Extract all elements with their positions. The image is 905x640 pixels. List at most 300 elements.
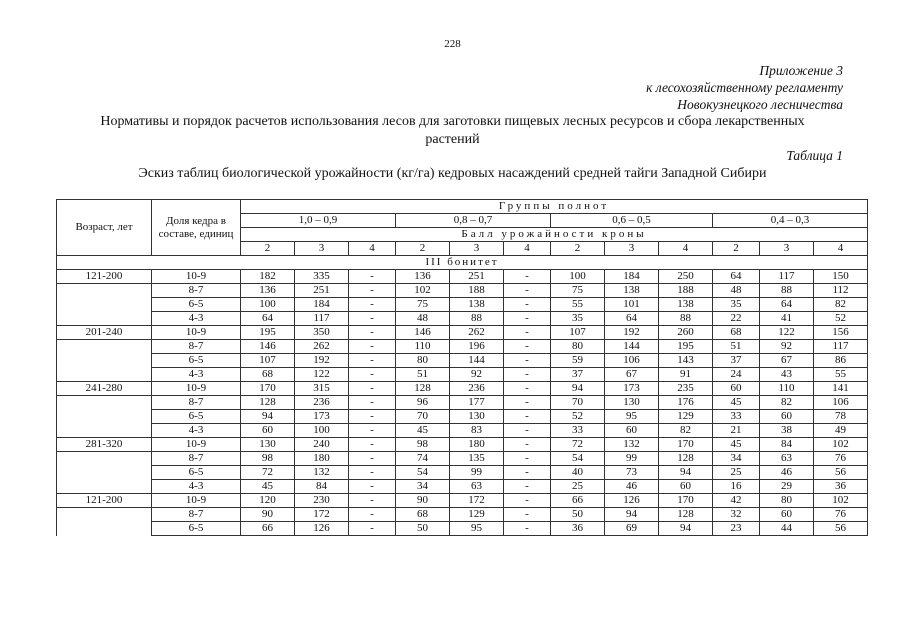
yield-cell: - xyxy=(349,354,396,368)
yield-cell: 102 xyxy=(396,284,450,298)
yield-cell: - xyxy=(349,438,396,452)
yield-cell: 74 xyxy=(396,452,450,466)
yield-cell: 75 xyxy=(551,284,605,298)
table-number: Таблица 1 xyxy=(786,148,843,163)
table-row xyxy=(57,410,868,424)
yield-cell: - xyxy=(504,312,551,326)
yield-cell: 196 xyxy=(450,340,504,354)
yield-cell: - xyxy=(349,522,396,536)
yield-cell: 32 xyxy=(713,508,760,522)
yield-cell: 117 xyxy=(295,312,349,326)
header-group-3: 0,6 – 0,5 xyxy=(551,214,713,228)
header-density-groups: Группы полнот xyxy=(241,200,868,214)
yield-cell: 335 xyxy=(295,270,349,284)
yield-cell: 41 xyxy=(760,312,814,326)
yield-cell: 80 xyxy=(551,340,605,354)
yield-cell: 176 xyxy=(659,396,713,410)
yield-cell: 56 xyxy=(814,522,868,536)
yield-cell: 76 xyxy=(814,452,868,466)
yield-cell: 132 xyxy=(605,438,659,452)
yield-cell: 143 xyxy=(659,354,713,368)
yield-cell: 80 xyxy=(396,354,450,368)
yield-cell: 110 xyxy=(396,340,450,354)
yield-cell: 129 xyxy=(450,508,504,522)
yield-cell: 35 xyxy=(713,298,760,312)
yield-cell: 260 xyxy=(659,326,713,340)
yield-cell: 84 xyxy=(295,480,349,494)
yield-cell: 172 xyxy=(295,508,349,522)
yield-cell: 95 xyxy=(450,522,504,536)
yield-cell: 150 xyxy=(814,270,868,284)
table-row xyxy=(57,270,868,284)
share-cell: 6-5 xyxy=(152,410,241,424)
yield-cell: 236 xyxy=(450,382,504,396)
share-cell: 10-9 xyxy=(152,270,241,284)
share-cell: 8-7 xyxy=(152,396,241,410)
score-cell: 2 xyxy=(396,242,450,256)
yield-cell: - xyxy=(504,396,551,410)
yield-cell: 82 xyxy=(814,298,868,312)
yield-cell: 69 xyxy=(605,522,659,536)
header-group-2: 0,8 – 0,7 xyxy=(396,214,551,228)
yield-cell: 106 xyxy=(814,396,868,410)
age-cell xyxy=(57,508,152,522)
yield-cell: - xyxy=(349,326,396,340)
yield-cell: 45 xyxy=(713,438,760,452)
yield-cell: 91 xyxy=(659,368,713,382)
share-cell: 10-9 xyxy=(152,326,241,340)
yield-cell: 36 xyxy=(814,480,868,494)
yield-cell: 46 xyxy=(760,466,814,480)
yield-cell: 59 xyxy=(551,354,605,368)
age-cell: 121-200 xyxy=(57,270,152,284)
yield-cell: 66 xyxy=(241,522,295,536)
table-row xyxy=(57,480,868,494)
yield-cell: 80 xyxy=(760,494,814,508)
yield-cell: - xyxy=(349,466,396,480)
yield-cell: 64 xyxy=(760,298,814,312)
bonitet-label: III бонитет xyxy=(57,256,868,270)
yield-cell: 177 xyxy=(450,396,504,410)
table-row xyxy=(57,382,868,396)
yield-cell: 50 xyxy=(551,508,605,522)
yield-cell: 50 xyxy=(396,522,450,536)
age-cell xyxy=(57,368,152,382)
yield-cell: 82 xyxy=(659,424,713,438)
yield-cell: 136 xyxy=(241,284,295,298)
yield-cell: 141 xyxy=(814,382,868,396)
yield-cell: 146 xyxy=(396,326,450,340)
yield-cell: 184 xyxy=(295,298,349,312)
age-cell xyxy=(57,354,152,368)
yield-cell: - xyxy=(504,368,551,382)
yield-cell: 235 xyxy=(659,382,713,396)
yield-cell: 173 xyxy=(295,410,349,424)
yield-cell: 236 xyxy=(295,396,349,410)
yield-cell: 60 xyxy=(241,424,295,438)
yield-cell: 180 xyxy=(295,452,349,466)
share-cell: 4-3 xyxy=(152,312,241,326)
yield-cell: 34 xyxy=(396,480,450,494)
share-cell: 8-7 xyxy=(152,284,241,298)
score-cell: 2 xyxy=(551,242,605,256)
yield-cell: 52 xyxy=(814,312,868,326)
document-title-line-1: Нормативы и порядок расчетов использования лесов для заготовки пищевых лесных ресурсов и сбора лекарственных xyxy=(100,114,805,129)
yield-cell: - xyxy=(504,410,551,424)
yield-cell: 92 xyxy=(760,340,814,354)
yield-cell: 54 xyxy=(551,452,605,466)
yield-cell: 60 xyxy=(713,382,760,396)
yield-cell: 66 xyxy=(551,494,605,508)
share-cell: 10-9 xyxy=(152,382,241,396)
yield-cell: 262 xyxy=(450,326,504,340)
yield-cell: 25 xyxy=(551,480,605,494)
share-cell: 8-7 xyxy=(152,452,241,466)
yield-cell: 128 xyxy=(241,396,295,410)
yield-cell: 106 xyxy=(605,354,659,368)
yield-cell: 100 xyxy=(551,270,605,284)
yield-cell: - xyxy=(349,382,396,396)
yield-cell: 33 xyxy=(551,424,605,438)
score-cell: 2 xyxy=(713,242,760,256)
yield-cell: 128 xyxy=(659,508,713,522)
yield-cell: - xyxy=(349,340,396,354)
table-caption: Эскиз таблиц биологической урожайности (кг/га) кедровых насаждений средней тайги Западной Сибири xyxy=(138,166,767,181)
yield-cell: 122 xyxy=(760,326,814,340)
yield-cell: 138 xyxy=(659,298,713,312)
yield-cell: 55 xyxy=(814,368,868,382)
yield-cell: 22 xyxy=(713,312,760,326)
yield-cell: 51 xyxy=(713,340,760,354)
table-row xyxy=(57,298,868,312)
yield-cell: 120 xyxy=(241,494,295,508)
yield-cell: 86 xyxy=(814,354,868,368)
table-row xyxy=(57,326,868,340)
yield-cell: 144 xyxy=(450,354,504,368)
yield-cell: - xyxy=(349,424,396,438)
yield-cell: 76 xyxy=(814,508,868,522)
yield-cell: - xyxy=(504,340,551,354)
yield-cell: 195 xyxy=(241,326,295,340)
age-cell: 241-280 xyxy=(57,382,152,396)
table-row xyxy=(57,508,868,522)
age-cell xyxy=(57,480,152,494)
yield-cell: 94 xyxy=(605,508,659,522)
yield-cell: 84 xyxy=(760,438,814,452)
yield-cell: 24 xyxy=(713,368,760,382)
yield-cell: 34 xyxy=(713,452,760,466)
table-row xyxy=(57,312,868,326)
yield-cell: 44 xyxy=(760,522,814,536)
yield-cell: 45 xyxy=(396,424,450,438)
yield-cell: 67 xyxy=(605,368,659,382)
yield-table xyxy=(56,199,868,536)
yield-cell: 23 xyxy=(713,522,760,536)
share-cell: 10-9 xyxy=(152,438,241,452)
age-cell: 121-200 xyxy=(57,494,152,508)
yield-cell: 16 xyxy=(713,480,760,494)
share-cell: 6-5 xyxy=(152,466,241,480)
yield-cell: 99 xyxy=(450,466,504,480)
yield-cell: 172 xyxy=(450,494,504,508)
yield-cell: 64 xyxy=(241,312,295,326)
table-row xyxy=(57,522,868,536)
yield-cell: - xyxy=(349,312,396,326)
yield-cell: 170 xyxy=(241,382,295,396)
yield-cell: 46 xyxy=(605,480,659,494)
table-row xyxy=(57,396,868,410)
yield-cell: 64 xyxy=(713,270,760,284)
yield-cell: - xyxy=(504,424,551,438)
yield-cell: 67 xyxy=(760,354,814,368)
header-cedar-share: Доля кедра в составе, единиц xyxy=(152,200,241,256)
score-cell: 3 xyxy=(450,242,504,256)
table-row xyxy=(57,424,868,438)
yield-cell: 68 xyxy=(396,508,450,522)
yield-cell: - xyxy=(504,270,551,284)
yield-cell: 110 xyxy=(760,382,814,396)
yield-cell: 262 xyxy=(295,340,349,354)
page-number: 228 xyxy=(444,38,461,50)
yield-cell: 48 xyxy=(713,284,760,298)
yield-cell: 54 xyxy=(396,466,450,480)
yield-cell: 102 xyxy=(814,494,868,508)
yield-cell: 188 xyxy=(659,284,713,298)
appendix-line-3: Новокузнецкого лесничества xyxy=(677,97,843,112)
yield-cell: 101 xyxy=(605,298,659,312)
yield-cell: 94 xyxy=(241,410,295,424)
yield-cell: - xyxy=(349,284,396,298)
yield-cell: - xyxy=(349,270,396,284)
yield-cell: 129 xyxy=(659,410,713,424)
age-cell xyxy=(57,298,152,312)
yield-cell: 63 xyxy=(760,452,814,466)
header-age: Возраст, лет xyxy=(57,200,152,256)
age-cell xyxy=(57,424,152,438)
yield-cell: 43 xyxy=(760,368,814,382)
yield-cell: 96 xyxy=(396,396,450,410)
yield-cell: 192 xyxy=(295,354,349,368)
yield-cell: 51 xyxy=(396,368,450,382)
table-row xyxy=(57,494,868,508)
yield-cell: 36 xyxy=(551,522,605,536)
yield-cell: - xyxy=(504,438,551,452)
yield-cell: 188 xyxy=(450,284,504,298)
yield-cell: 94 xyxy=(659,522,713,536)
yield-cell: - xyxy=(504,326,551,340)
yield-cell: 60 xyxy=(659,480,713,494)
yield-cell: 156 xyxy=(814,326,868,340)
yield-cell: 130 xyxy=(241,438,295,452)
yield-cell: - xyxy=(349,494,396,508)
score-cell: 4 xyxy=(504,242,551,256)
yield-cell: 182 xyxy=(241,270,295,284)
yield-cell: - xyxy=(504,466,551,480)
yield-cell: - xyxy=(504,298,551,312)
yield-cell: 195 xyxy=(659,340,713,354)
yield-cell: 78 xyxy=(814,410,868,424)
yield-cell: 95 xyxy=(605,410,659,424)
yield-cell: - xyxy=(504,494,551,508)
table-row xyxy=(57,368,868,382)
header-group-4: 0,4 – 0,3 xyxy=(713,214,868,228)
yield-cell: 29 xyxy=(760,480,814,494)
yield-cell: 240 xyxy=(295,438,349,452)
age-cell xyxy=(57,466,152,480)
yield-cell: 146 xyxy=(241,340,295,354)
yield-cell: - xyxy=(349,508,396,522)
yield-cell: 122 xyxy=(295,368,349,382)
yield-cell: 45 xyxy=(241,480,295,494)
yield-cell: 112 xyxy=(814,284,868,298)
yield-cell: - xyxy=(349,298,396,312)
yield-cell: 63 xyxy=(450,480,504,494)
yield-cell: 102 xyxy=(814,438,868,452)
yield-cell: 33 xyxy=(713,410,760,424)
table-row xyxy=(57,340,868,354)
header-group-1: 1,0 – 0,9 xyxy=(241,214,396,228)
yield-cell: 99 xyxy=(605,452,659,466)
yield-cell: 52 xyxy=(551,410,605,424)
yield-cell: 38 xyxy=(760,424,814,438)
yield-cell: 94 xyxy=(551,382,605,396)
score-cell: 4 xyxy=(814,242,868,256)
yield-cell: 70 xyxy=(551,396,605,410)
yield-cell: 117 xyxy=(760,270,814,284)
yield-cell: 35 xyxy=(551,312,605,326)
yield-cell: - xyxy=(504,480,551,494)
yield-cell: 60 xyxy=(760,508,814,522)
yield-cell: 60 xyxy=(605,424,659,438)
yield-cell: 68 xyxy=(713,326,760,340)
yield-cell: 45 xyxy=(713,396,760,410)
yield-cell: 230 xyxy=(295,494,349,508)
share-cell: 4-3 xyxy=(152,424,241,438)
share-cell: 8-7 xyxy=(152,508,241,522)
yield-cell: 144 xyxy=(605,340,659,354)
yield-cell: 128 xyxy=(659,452,713,466)
age-cell xyxy=(57,522,152,536)
table-row xyxy=(57,354,868,368)
header-crown-score: Балл урожайности кроны xyxy=(241,228,868,242)
yield-cell: 60 xyxy=(760,410,814,424)
age-cell: 201-240 xyxy=(57,326,152,340)
yield-cell: 180 xyxy=(450,438,504,452)
yield-cell: 64 xyxy=(605,312,659,326)
yield-cell: 37 xyxy=(551,368,605,382)
score-cell: 3 xyxy=(605,242,659,256)
table-row xyxy=(57,466,868,480)
age-cell xyxy=(57,340,152,354)
score-cell: 4 xyxy=(659,242,713,256)
yield-cell: - xyxy=(349,410,396,424)
yield-cell: 94 xyxy=(659,466,713,480)
yield-cell: 184 xyxy=(605,270,659,284)
yield-cell: 83 xyxy=(450,424,504,438)
yield-cell: 70 xyxy=(396,410,450,424)
yield-cell: 73 xyxy=(605,466,659,480)
share-cell: 10-9 xyxy=(152,494,241,508)
yield-cell: 107 xyxy=(551,326,605,340)
share-cell: 6-5 xyxy=(152,298,241,312)
yield-cell: 68 xyxy=(241,368,295,382)
document-title-line-2: растений xyxy=(425,132,480,147)
table-row xyxy=(57,438,868,452)
yield-cell: - xyxy=(504,284,551,298)
yield-cell: 250 xyxy=(659,270,713,284)
yield-cell: 42 xyxy=(713,494,760,508)
yield-cell: 88 xyxy=(450,312,504,326)
yield-cell: 135 xyxy=(450,452,504,466)
yield-cell: 90 xyxy=(241,508,295,522)
age-cell xyxy=(57,312,152,326)
age-cell xyxy=(57,284,152,298)
age-cell xyxy=(57,410,152,424)
yield-cell: - xyxy=(349,368,396,382)
yield-cell: 55 xyxy=(551,298,605,312)
yield-cell: - xyxy=(504,452,551,466)
share-cell: 8-7 xyxy=(152,340,241,354)
share-cell: 4-3 xyxy=(152,368,241,382)
yield-cell: 21 xyxy=(713,424,760,438)
yield-cell: - xyxy=(349,396,396,410)
yield-cell: 350 xyxy=(295,326,349,340)
share-cell: 6-5 xyxy=(152,354,241,368)
yield-cell: 136 xyxy=(396,270,450,284)
yield-cell: - xyxy=(504,508,551,522)
yield-cell: 90 xyxy=(396,494,450,508)
table-row xyxy=(57,452,868,466)
yield-cell: 25 xyxy=(713,466,760,480)
yield-cell: 72 xyxy=(241,466,295,480)
yield-cell: 98 xyxy=(241,452,295,466)
appendix-line-1: Приложение 3 xyxy=(759,63,843,78)
yield-cell: - xyxy=(504,382,551,396)
yield-cell: 100 xyxy=(241,298,295,312)
yield-cell: 251 xyxy=(450,270,504,284)
yield-cell: 173 xyxy=(605,382,659,396)
yield-cell: 138 xyxy=(450,298,504,312)
age-cell: 281-320 xyxy=(57,438,152,452)
yield-cell: 126 xyxy=(605,494,659,508)
yield-cell: 82 xyxy=(760,396,814,410)
yield-cell: 315 xyxy=(295,382,349,396)
yield-cell: 100 xyxy=(295,424,349,438)
yield-cell: 170 xyxy=(659,438,713,452)
yield-cell: 48 xyxy=(396,312,450,326)
yield-cell: 49 xyxy=(814,424,868,438)
yield-cell: 117 xyxy=(814,340,868,354)
yield-cell: 130 xyxy=(605,396,659,410)
yield-cell: 92 xyxy=(450,368,504,382)
yield-cell: 251 xyxy=(295,284,349,298)
yield-cell: 128 xyxy=(396,382,450,396)
yield-cell: 132 xyxy=(295,466,349,480)
document-title xyxy=(60,113,845,149)
score-cell: 3 xyxy=(295,242,349,256)
yield-cell: 130 xyxy=(450,410,504,424)
yield-cell: - xyxy=(349,480,396,494)
yield-cell: - xyxy=(349,452,396,466)
share-cell: 4-3 xyxy=(152,480,241,494)
yield-cell: 40 xyxy=(551,466,605,480)
table-row xyxy=(57,284,868,298)
yield-cell: 107 xyxy=(241,354,295,368)
yield-cell: 56 xyxy=(814,466,868,480)
score-cell: 4 xyxy=(349,242,396,256)
yield-cell: 72 xyxy=(551,438,605,452)
yield-cell: 126 xyxy=(295,522,349,536)
